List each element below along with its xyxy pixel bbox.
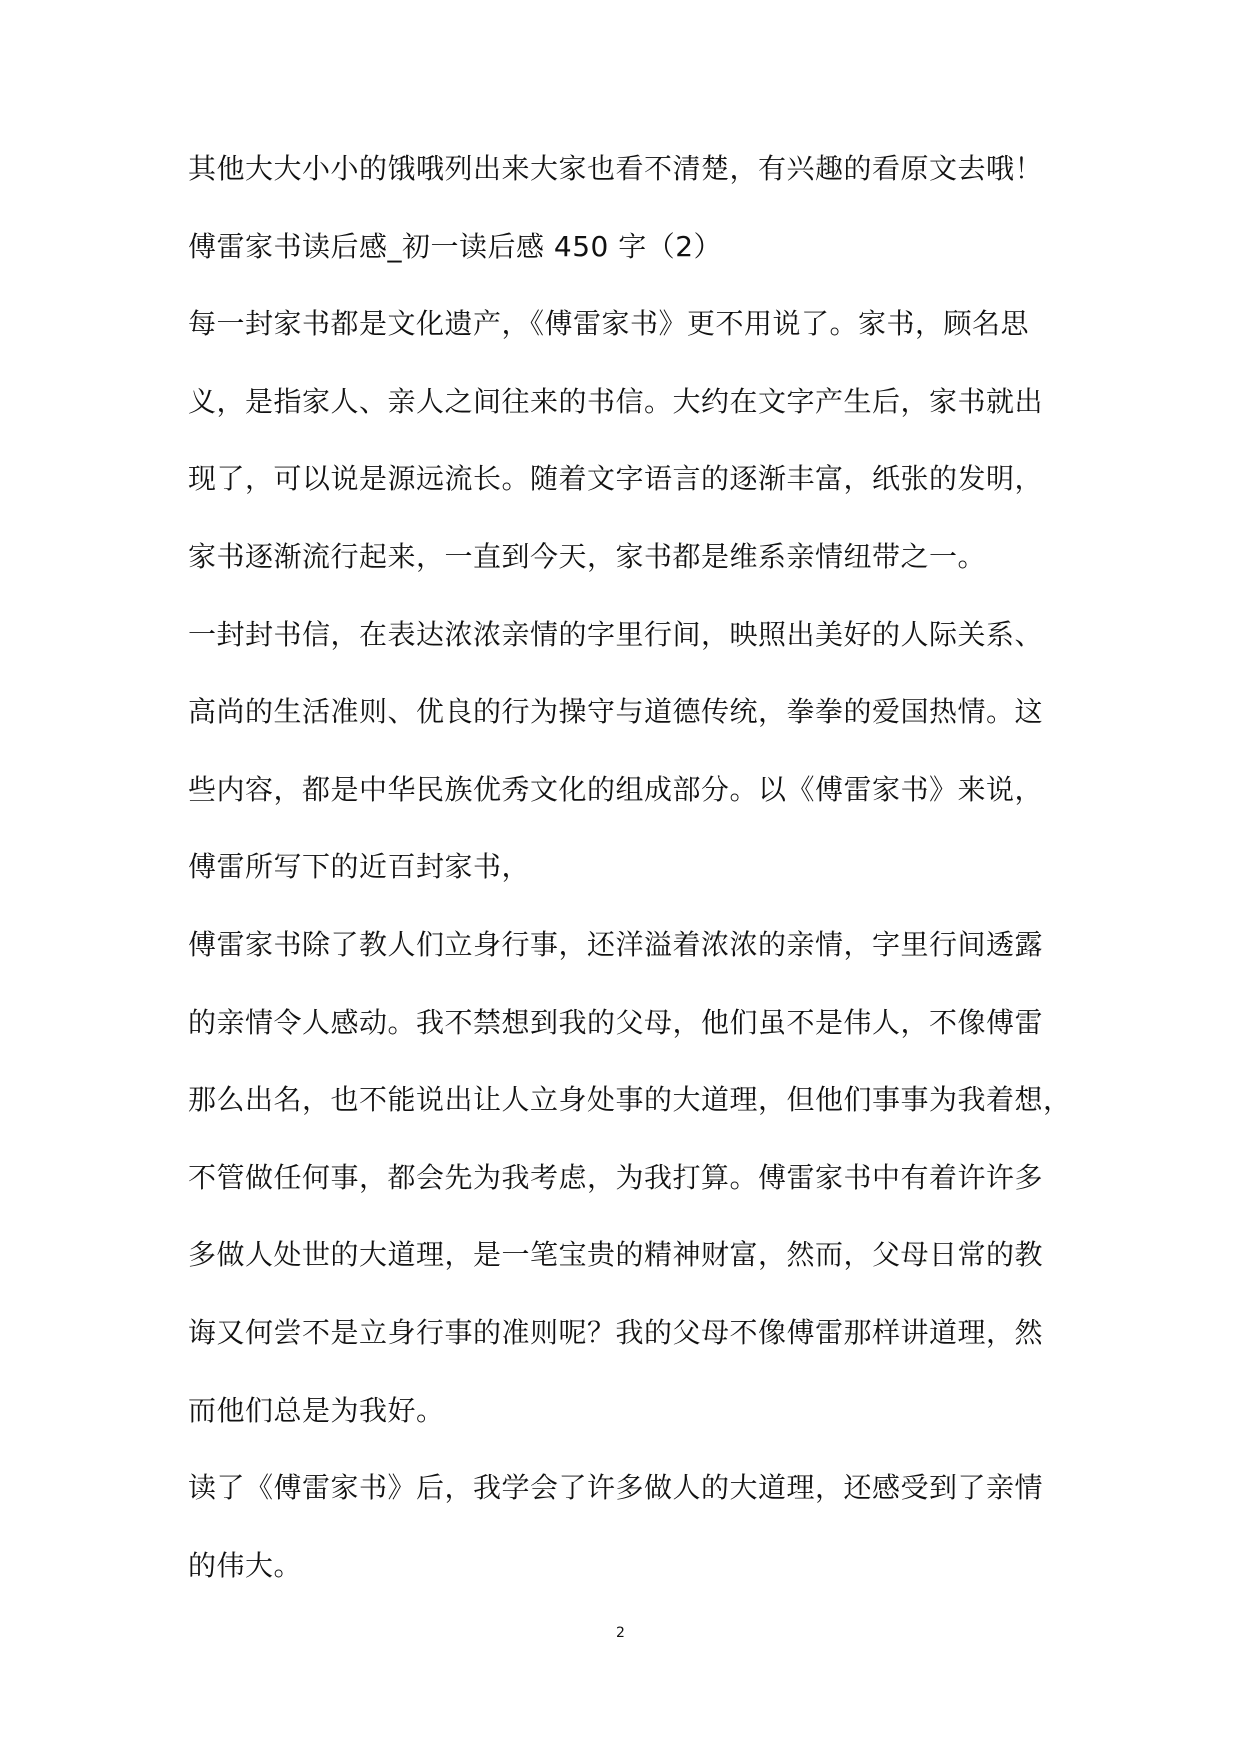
text-line: 的伟大。 <box>188 1548 303 1582</box>
text-line: 那么出名，也不能说出让人立身处事的大道理，但他们事事为我着想， <box>188 1083 1072 1117</box>
text-line: 些内容，都是中华民族优秀文化的组成部分。以《傅雷家书》来说， <box>188 772 1044 806</box>
document-body <box>188 139 1072 1613</box>
text-line: 一封封书信，在表达浓浓亲情的字里行间，映照出美好的人际关系、 <box>188 617 1044 651</box>
section-heading: 傅雷家书读后感_初一读后感 450 字（2） <box>188 229 723 263</box>
text-line: 而他们总是为我好。 <box>188 1393 445 1427</box>
text-line: 每一封家书都是文化遗产，《傅雷家书》更不用说了。家书，顾名思 <box>188 307 1030 341</box>
text-line: 不管做任何事，都会先为我考虑，为我打算。傅雷家书中有着许许多 <box>188 1160 1044 1194</box>
text-line: 傅雷家书除了教人们立身行事，还洋溢着浓浓的亲情，字里行间透露 <box>188 927 1044 961</box>
page-number: 2 <box>616 1625 625 1641</box>
text-line: 诲又何尝不是立身行事的准则呢？我的父母不像傅雷那样讲道理，然 <box>188 1315 1044 1349</box>
text-line: 读了《傅雷家书》后，我学会了许多做人的大道理，还感受到了亲情 <box>188 1471 1044 1505</box>
text-line: 多做人处世的大道理，是一笔宝贵的精神财富，然而，父母日常的教 <box>188 1238 1044 1272</box>
text-line: 义，是指家人、亲人之间往来的书信。大约在文字产生后，家书就出 <box>188 384 1044 418</box>
text-line: 家书逐渐流行起来，一直到今天，家书都是维系亲情纽带之一。 <box>188 539 987 573</box>
text-line: 的亲情令人感动。我不禁想到我的父母，他们虽不是伟人，不像傅雷 <box>188 1005 1044 1039</box>
text-line: 高尚的生活准则、优良的行为操守与道德传统，拳拳的爱国热情。这 <box>188 695 1044 729</box>
text-line: 其他大大小小的饿哦列出来大家也看不清楚，有兴趣的看原文去哦！ <box>188 152 1044 185</box>
text-line: 现了，可以说是源远流长。随着文字语言的逐渐丰富，纸张的发明， <box>188 462 1044 496</box>
text-line: 傅雷所写下的近百封家书， <box>188 850 531 884</box>
